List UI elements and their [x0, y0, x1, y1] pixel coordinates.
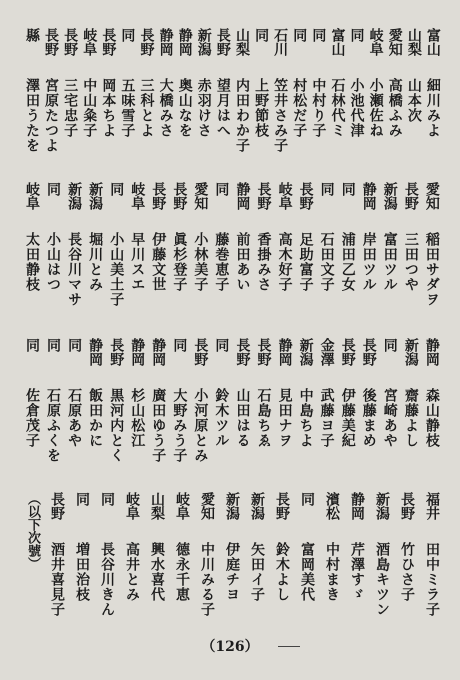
- entry-name: 長谷川きん: [99, 542, 115, 617]
- entry-prefecture: 静岡: [349, 492, 365, 520]
- list-entry: [43, 338, 63, 484]
- entry-name: 大橋みさ: [157, 78, 174, 138]
- entry-prefecture: 岐阜: [81, 28, 98, 56]
- entry-name: 中島ちよ: [297, 388, 314, 448]
- entry-prefecture: 静岡: [157, 28, 174, 56]
- entry-prefecture: 同: [299, 492, 315, 506]
- list-entry: [338, 182, 358, 328]
- entry-name: 石原ふくを: [45, 388, 62, 463]
- entry-prefecture: 同: [318, 182, 335, 196]
- entry-prefecture: 同: [119, 28, 136, 42]
- list-entry: [47, 492, 67, 624]
- entry-name: 宮崎あや: [381, 388, 398, 448]
- entry-name: 笠井さみ子: [272, 78, 289, 153]
- list-entry: [275, 338, 295, 484]
- footer-dash: [278, 646, 300, 647]
- list-entry: [194, 28, 213, 174]
- entry-prefecture: 金澤: [318, 338, 335, 366]
- list-entry: [322, 492, 342, 624]
- entry-prefecture: 長野: [297, 182, 314, 210]
- entry-name: 岸田ツル: [360, 232, 377, 292]
- list-entry: [222, 492, 242, 624]
- name-list-block-4: [22, 492, 442, 624]
- entry-name: 高井とみ: [124, 542, 140, 602]
- entry-prefecture: 愛知: [192, 182, 209, 210]
- entry-name: 酒島キツン: [374, 542, 390, 617]
- entry-prefecture: 同: [213, 182, 230, 196]
- entry-prefecture: 同: [348, 28, 365, 42]
- entry-prefecture: 新潟: [249, 492, 265, 520]
- entry-prefecture: 静岡: [150, 338, 167, 366]
- entry-name: 富田ツル: [381, 232, 398, 292]
- list-entry: [366, 28, 385, 174]
- entry-prefecture: 長野: [138, 28, 155, 56]
- entry-prefecture: 長野: [255, 182, 272, 210]
- list-entry: [272, 492, 292, 624]
- entry-name: 内田わか子: [233, 78, 250, 153]
- entry-prefecture: 新潟: [381, 182, 398, 210]
- list-entry: [347, 28, 366, 174]
- entry-name: 德永千恵: [174, 542, 190, 602]
- list-entry: [211, 338, 231, 484]
- entry-prefecture: 同: [74, 492, 90, 506]
- list-entry: [197, 492, 217, 624]
- list-entry: [147, 492, 167, 624]
- entry-name: 飯田かに: [87, 388, 104, 448]
- list-entry: [22, 338, 42, 484]
- entry-name: 増田治枝: [74, 542, 90, 602]
- list-entry: [289, 28, 308, 174]
- entry-prefecture: 長野: [234, 338, 251, 366]
- entry-name: 岡本ちよ: [100, 78, 117, 138]
- entry-name: 齋藤よし: [402, 388, 419, 448]
- entry-name: 太田静枝: [24, 232, 40, 292]
- entry-prefecture: 長野: [62, 28, 79, 56]
- entry-prefecture: 長野: [192, 338, 209, 366]
- entry-name: 伊藤文世: [150, 232, 167, 292]
- entry-name: 佐倉茂子: [24, 388, 40, 448]
- list-entry: [60, 28, 79, 174]
- entry-prefecture: 長野: [402, 182, 419, 210]
- entry-name: 石田文子: [318, 232, 335, 292]
- entry-name: 高橋ふみ: [386, 78, 403, 138]
- entry-name: 望月はへ: [214, 78, 231, 138]
- entry-prefecture: 山梨: [149, 492, 165, 520]
- entry-prefecture: 長野: [214, 28, 231, 56]
- list-entry: [148, 338, 168, 484]
- entry-prefecture: 富山: [424, 28, 441, 56]
- list-entry: [296, 182, 316, 328]
- entry-prefecture: 愛知: [423, 182, 440, 210]
- entry-prefecture: 同: [291, 28, 308, 42]
- entry-name: 三田つや: [402, 232, 419, 292]
- entry-prefecture: 長野: [255, 338, 272, 366]
- entry-prefecture: 同: [99, 492, 115, 506]
- name-list-block-3: [22, 338, 442, 484]
- list-entry: [85, 338, 105, 484]
- entry-name: 黒河内とく: [108, 388, 125, 463]
- list-entry: [422, 338, 442, 484]
- entry-prefecture: 静岡: [234, 182, 251, 210]
- entry-name: 足助富子: [297, 232, 314, 292]
- name-list-block-2: [22, 182, 442, 328]
- entry-prefecture: 同: [253, 28, 270, 42]
- entry-name: 矢田イ子: [249, 542, 265, 602]
- name-list-block-1: [22, 28, 442, 174]
- entry-prefecture: 新潟: [297, 338, 314, 366]
- list-entry: [127, 338, 147, 484]
- entry-name: 大野みう子: [171, 388, 188, 463]
- entry-prefecture: 同: [108, 182, 125, 196]
- entry-prefecture: 山梨: [233, 28, 250, 56]
- entry-prefecture: 長野: [49, 492, 65, 520]
- entry-prefecture: 岐阜: [174, 492, 190, 520]
- list-entry: [41, 28, 60, 174]
- list-entry: [372, 492, 392, 624]
- list-entry: [156, 28, 175, 174]
- entry-name: 伊庭チヨ: [224, 542, 240, 602]
- list-entry: [22, 182, 42, 328]
- entry-name: 奥山なを: [176, 78, 193, 138]
- page-number: （126）: [201, 639, 259, 655]
- list-entry: [397, 492, 417, 624]
- list-entry: [317, 182, 337, 328]
- entry-prefecture: 新潟: [87, 182, 104, 210]
- entry-name: 早川スエ: [129, 232, 146, 292]
- entry-name: 中川みる子: [199, 542, 215, 617]
- entry-name: 香掛みさ: [255, 232, 272, 292]
- list-entry: [190, 182, 210, 328]
- entry-prefecture: 同: [45, 182, 62, 196]
- list-entry: [297, 492, 317, 624]
- list-entry: [213, 28, 232, 174]
- list-entry: [247, 492, 267, 624]
- entry-prefecture: 同: [339, 182, 356, 196]
- entry-name: 森山静枝: [423, 388, 440, 448]
- entry-name: 山田はる: [234, 388, 251, 448]
- entry-prefecture: 長野: [274, 492, 290, 520]
- list-entry: [308, 28, 327, 174]
- entry-name: 石原あや: [66, 388, 83, 448]
- list-entry: [169, 338, 189, 484]
- list-entry: [148, 182, 168, 328]
- entry-prefecture: 山梨: [405, 28, 422, 56]
- entry-name: 三宅忠子: [62, 78, 79, 138]
- entry-prefecture: 縣: [23, 28, 40, 42]
- list-entry: [327, 28, 346, 174]
- list-entry: [72, 492, 92, 624]
- list-entry: [106, 182, 126, 328]
- list-entry: [347, 492, 367, 624]
- entry-prefecture: 同: [66, 338, 83, 352]
- entry-name: 小池代津: [348, 78, 365, 138]
- list-entry: [98, 28, 117, 174]
- entry-name: 見田ナヲ: [276, 388, 293, 448]
- entry-name: 五味雪子: [119, 78, 136, 138]
- entry-prefecture: 福井: [424, 492, 440, 520]
- list-entry: [380, 182, 400, 328]
- list-entry: [117, 28, 136, 174]
- entry-prefecture: 静岡: [360, 182, 377, 210]
- entry-name: 長谷川マサ: [66, 232, 83, 307]
- entry-name: 前田あい: [234, 232, 251, 292]
- entry-name: 興水喜代: [149, 542, 165, 602]
- entry-name: 富岡美代: [299, 542, 315, 602]
- entry-name: 細川みよ: [424, 78, 441, 138]
- list-entry: [270, 28, 289, 174]
- list-entry: [127, 182, 147, 328]
- entry-name: 武藤ヨ子: [318, 388, 335, 448]
- list-entry: [64, 182, 84, 328]
- continued-note: （以下次號）: [25, 492, 40, 570]
- list-entry: [254, 182, 274, 328]
- entry-name: 廣田ゆう子: [150, 388, 167, 463]
- list-entry: [43, 182, 63, 328]
- entry-name: 伊藤美紀: [339, 388, 356, 448]
- entry-prefecture: 長野: [108, 338, 125, 366]
- list-entry: [296, 338, 316, 484]
- list-entry: [423, 28, 442, 174]
- entry-prefecture: 岐阜: [367, 28, 384, 56]
- entry-prefecture: 静岡: [176, 28, 193, 56]
- entry-name: 中山粂子: [81, 78, 98, 138]
- list-entry: [85, 182, 105, 328]
- entry-prefecture: 静岡: [276, 338, 293, 366]
- entry-name: 田中ミラ子: [424, 542, 440, 617]
- entry-name: 石島ちゑ: [255, 388, 272, 448]
- entry-prefecture: 同: [24, 338, 40, 352]
- list-entry: [232, 182, 252, 328]
- list-entry: [22, 28, 41, 174]
- list-entry: [169, 182, 189, 328]
- entry-name: 眞杉登子: [171, 232, 188, 292]
- entry-name: 鈴木ツル: [213, 388, 230, 448]
- entry-name: 宮原たつよ: [43, 78, 60, 153]
- list-entry: [97, 492, 117, 624]
- entry-prefecture: 岐阜: [24, 182, 40, 210]
- entry-prefecture: 濱松: [324, 492, 340, 520]
- entry-prefecture: 静岡: [129, 338, 146, 366]
- entry-prefecture: 長野: [339, 338, 356, 366]
- entry-name: 小河原とみ: [192, 388, 209, 463]
- entry-name: 小山はつ: [45, 232, 62, 292]
- entry-prefecture: 岐阜: [124, 492, 140, 520]
- list-entry: [211, 182, 231, 328]
- entry-name: 三科とよ: [138, 78, 155, 138]
- entry-prefecture: 新潟: [374, 492, 390, 520]
- list-entry: [359, 182, 379, 328]
- entry-name: 小瀬佐ね: [367, 78, 384, 138]
- entry-name: 上野節枝: [253, 78, 270, 138]
- entry-prefecture: 愛知: [199, 492, 215, 520]
- list-entry: [64, 338, 84, 484]
- entry-name: 山本次: [405, 78, 422, 123]
- entry-prefecture: 富山: [329, 28, 346, 56]
- entry-name: 稲田サダヲ: [423, 232, 440, 307]
- entry-prefecture: 静岡: [87, 338, 104, 366]
- entry-name: 中村り子: [310, 78, 327, 138]
- entry-name: 杉山松江: [129, 388, 146, 448]
- entry-name: 中村まき: [324, 542, 340, 602]
- list-entry: [232, 28, 251, 174]
- entry-name: 石林代ミ: [329, 78, 346, 138]
- entry-prefecture: 同: [310, 28, 327, 42]
- list-entry: [106, 338, 126, 484]
- entry-name: 赤羽けさ: [195, 78, 212, 138]
- entry-prefecture: 長野: [43, 28, 60, 56]
- entry-prefecture: 長野: [171, 182, 188, 210]
- entry-prefecture: 同: [45, 338, 62, 352]
- entry-prefecture: 長野: [399, 492, 415, 520]
- entry-name: 小林美子: [192, 232, 209, 292]
- entry-prefecture: 愛知: [386, 28, 403, 56]
- list-entry: [359, 338, 379, 484]
- entry-name: 芹澤すゞ: [349, 542, 365, 602]
- entry-prefecture: 新潟: [224, 492, 240, 520]
- list-entry: [22, 492, 42, 624]
- list-entry: [254, 338, 274, 484]
- entry-prefecture: 新潟: [195, 28, 212, 56]
- entry-prefecture: 長野: [150, 182, 167, 210]
- entry-name: 浦田乙女: [339, 232, 356, 292]
- list-entry: [122, 492, 142, 624]
- entry-prefecture: 同: [213, 338, 230, 352]
- entry-name: 鈴木よし: [274, 542, 290, 602]
- entry-prefecture: 長野: [360, 338, 377, 366]
- list-entry: [422, 182, 442, 328]
- list-entry: [137, 28, 156, 174]
- entry-prefecture: 岐阜: [129, 182, 146, 210]
- entry-prefecture: 岐阜: [276, 182, 293, 210]
- list-entry: [380, 338, 400, 484]
- list-entry: [232, 338, 252, 484]
- entry-prefecture: 長野: [100, 28, 117, 56]
- list-entry: [79, 28, 98, 174]
- entry-name: 竹ひさ子: [399, 542, 415, 602]
- entry-prefecture: 新潟: [66, 182, 83, 210]
- entry-name: 後藤まめ: [360, 388, 377, 448]
- entry-prefecture: 同: [171, 338, 188, 352]
- list-entry: [422, 492, 442, 624]
- entry-prefecture: 静岡: [423, 338, 440, 366]
- entry-prefecture: 石川: [272, 28, 289, 56]
- list-entry: [317, 338, 337, 484]
- list-entry: [401, 338, 421, 484]
- list-entry: [404, 28, 423, 174]
- entry-name: 藤巻恵子: [213, 232, 230, 292]
- entry-name: 堀川とみ: [87, 232, 104, 292]
- entry-prefecture: 同: [381, 338, 398, 352]
- list-entry: [172, 492, 192, 624]
- entry-name: 小山美土子: [108, 232, 125, 307]
- entry-name: 酒井喜見子: [49, 542, 65, 617]
- entry-prefecture: 新潟: [402, 338, 419, 366]
- entry-name: 高木好子: [276, 232, 293, 292]
- list-entry: [175, 28, 194, 174]
- entry-name: 村松だ子: [291, 78, 308, 138]
- list-entry: [401, 182, 421, 328]
- list-entry: [385, 28, 404, 174]
- list-entry: [275, 182, 295, 328]
- entry-name: 澤田うたを: [23, 78, 40, 153]
- list-entry: [251, 28, 270, 174]
- list-entry: [338, 338, 358, 484]
- list-entry: [190, 338, 210, 484]
